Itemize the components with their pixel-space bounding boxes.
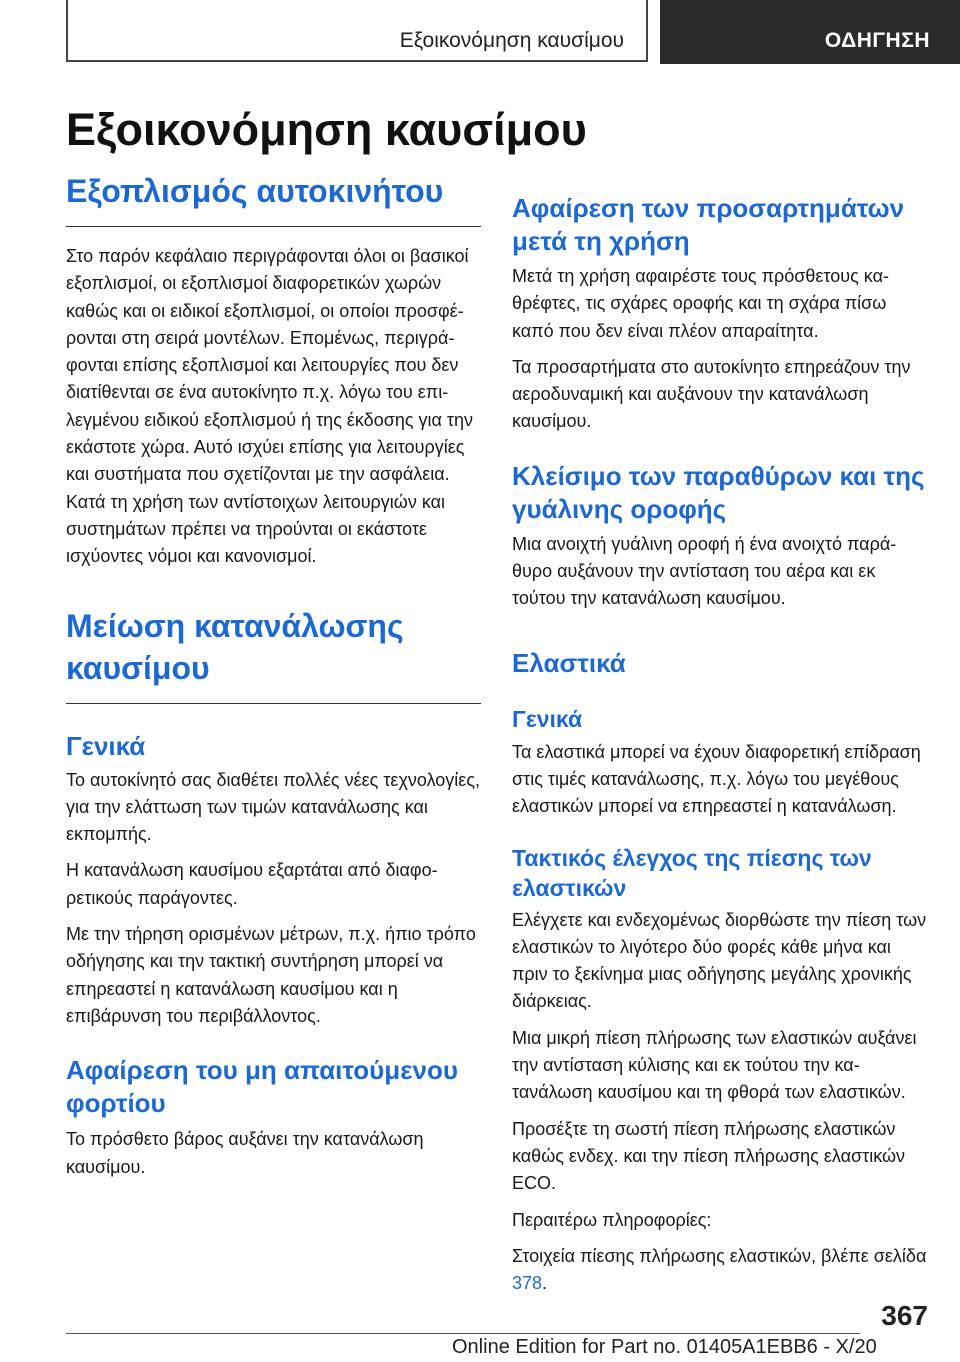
footer-edition: Online Edition for Part no. 01405A1EBB6 - X/20 [452, 1336, 877, 1358]
pressure-paragraph-1: Ελέγχετε και ενδεχομένως διορθώστε την πίεση των ελαστικών το λιγότερο δύο φορές κάθε μήνα και πριν το ξεκίνημα μιας οδήγησης μεγάλης χρονικής διάρκειας. [512, 909, 927, 1012]
header-chapter-label: ΟΔΗΓΗΣΗ [824, 29, 930, 52]
right-column [512, 170, 928, 1297]
header-chapter-tab [660, 0, 960, 64]
tires-heading: Ελαστικά [512, 647, 626, 678]
general-paragraph-3: Με την τήρηση ορισμένων μέτρων, π.χ. ήπιο τρόπο οδήγησης και την τακτική συντήρηση μπορεί να επηρεαστεί η κατανάλωση καυσίμου και η επιβάρυνση του περιβάλλοντος. [66, 924, 476, 1026]
pressure-heading: Τακτικός έλεγχος της πίεσης των ελαστικών [512, 844, 872, 901]
reduction-heading: Μείωση κατανάλωσης καυσίμου [66, 605, 481, 704]
page-header [66, 0, 960, 64]
attachments-heading: Αφαίρεση των προσαρτημάτων μετά τη χρήση [512, 193, 905, 256]
left-column [66, 170, 481, 1181]
page-title: Εξοικονόμηση καυσίμου [66, 104, 587, 155]
attachments-paragraph-2: Τα προσαρτήματα στο αυτοκίνητο επηρεάζουν την αεροδυναμική και αυξάνουν την κατανάλωση καυσίμου. [512, 356, 911, 432]
windows-text: Μια ανοιχτή γυάλινη οροφή ή ένα ανοιχτό παράθυρο αυξάνουν την αντίσταση του αέρα και εκ τούτου την κατανάλωση καυσίμου. [512, 533, 897, 609]
attachments-paragraph-1: Μετά τη χρήση αφαιρέστε τους πρόσθετους καθρέφτες, τις σχάρες οροφής και τη σχάρα πίσω καπό που δεν είναι πλέον απαραίτητα. [512, 266, 889, 341]
more-info-label: Περαιτέρω πληροφορίες: [512, 1209, 712, 1230]
header-section-tab [66, 0, 648, 62]
pressure-reference-text: Στοιχεία πίεσης πλήρωσης ελαστικών, βλέπε σελίδα [512, 1245, 927, 1266]
pressure-reference [512, 1243, 928, 1298]
equipment-text: Στο παρόν κεφάλαιο περιγράφονται όλοι οι βασικοί εξοπλισμοί, οι εξοπλισμοί διαφορετικών χωρών καθώς και οι ειδικοί εξοπλισμοί, οι οποίοι προσφέρονται στη σειρά μοντέλων. Επομένως, περιγράφονται επίσης εξοπλισμοί και λειτουργίες που δεν διατίθενται σε ένα αυτοκίνητο π.χ. λόγω του επιλεγμένου ειδικού εξοπλισμού ή της έκδοσης για την εκάστοτε χώρα. Αυτό ισχύει επίσης για λειτουργίες και συστήματα που σχετίζονται με την ασφάλεια. Κατά τη χρήση των αντίστοιχων λειτουργιών και συστημάτων πρέπει να τηρούνται οι εκάστοτε ισχύοντες νόμοι και κανονισμοί. [66, 246, 474, 567]
general-paragraph-1: Το αυτοκίνητό σας διαθέτει πολλές νέες τεχνολογίες, για την ελάττωση των τιμών κατανάλωσης και εκπομπής. [66, 769, 481, 845]
header-section-label: Εξοικονόμηση καυσίμου [399, 29, 624, 52]
general-heading: Γενικά [66, 730, 146, 761]
windows-heading: Κλείσιμο των παραθύρων και της γυάλινης οροφής [512, 460, 925, 524]
tires-general-text: Τα ελαστικά μπορεί να έχουν διαφορετική επίδραση στις τιμές κατανάλωσης, π.χ. λόγω του μεγέθους ελαστικών μπορεί να επηρεαστεί η κατανάλωση. [512, 741, 921, 817]
pressure-paragraph-2: Μια μικρή πίεση πλήρωσης των ελαστικών αυξάνει την αντίσταση κύλισης και εκ τούτου την κατανάλωση καυσίμου και τη φθορά των ελαστικών. [512, 1027, 917, 1103]
pressure-reference-page-link[interactable]: 378 [512, 1273, 543, 1294]
footer-divider [66, 1333, 860, 1334]
equipment-heading: Εξοπλισμός αυτοκινήτου [66, 170, 481, 227]
page-number: 367 [881, 1300, 928, 1331]
pressure-paragraph-3: Προσέξτε τη σωστή πίεση πλήρωσης ελαστικών καθώς ενδεχ. και την πίεση πλήρωσης ελαστικών ECO. [512, 1118, 906, 1194]
load-text: Το πρόσθετο βάρος αυξάνει την κατανάλωση καυσίμου. [66, 1129, 424, 1177]
pressure-reference-end: . [542, 1273, 548, 1294]
load-heading: Αφαίρεση του μη απαιτούμενου φορτίου [66, 1055, 459, 1119]
general-paragraph-2: Η κατανάλωση καυσίμου εξαρτάται από διαφορετικούς παράγοντες. [66, 860, 438, 908]
tires-general-heading: Γενικά [512, 705, 583, 732]
